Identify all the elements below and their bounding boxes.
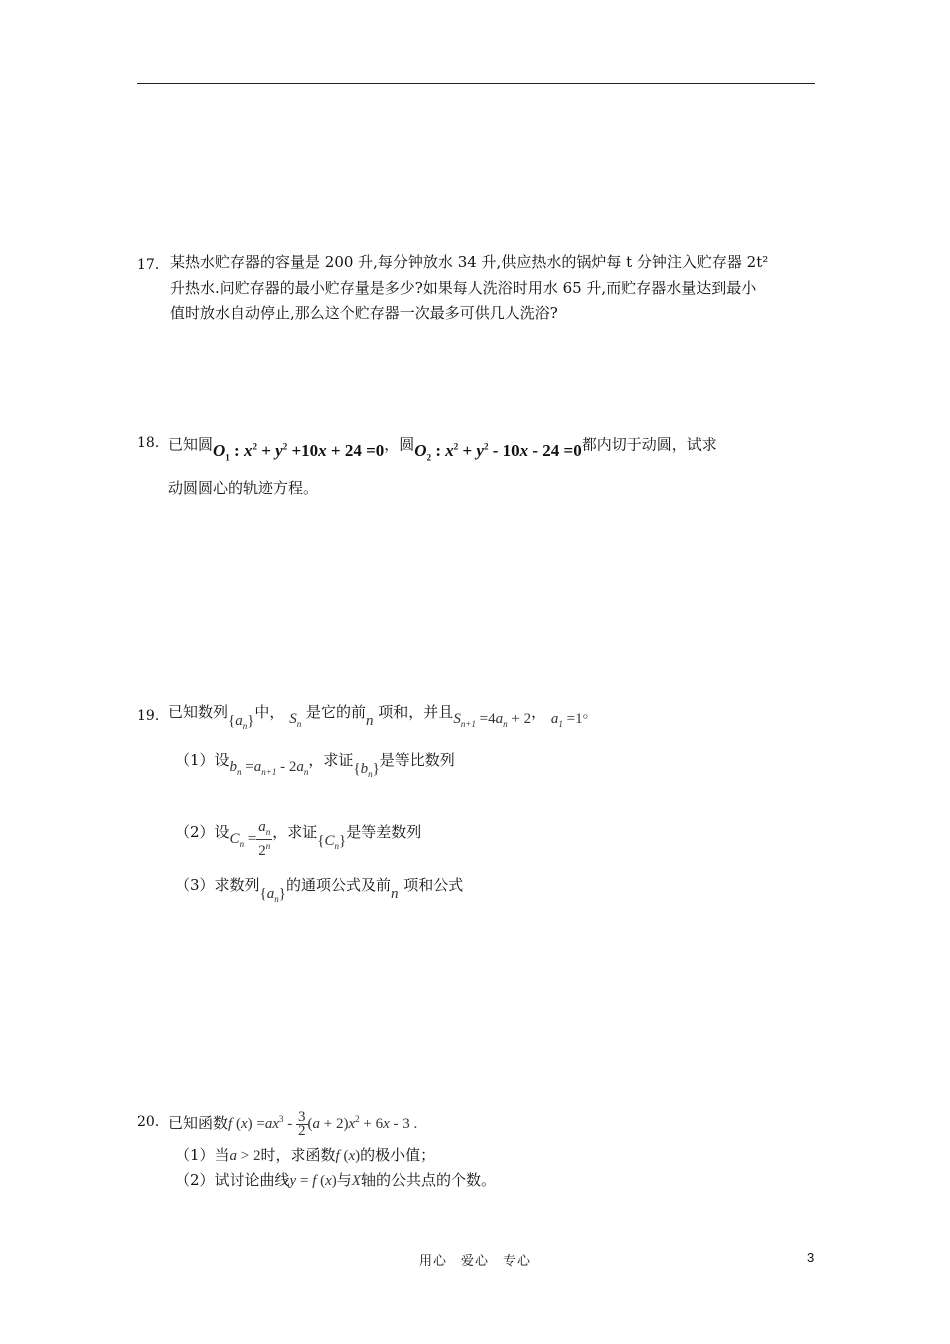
q19-text: 已知数列	[168, 703, 229, 721]
q20-part1	[175, 1145, 435, 1166]
q17-line1: 某热水贮存器的容量是 200 升,每分钟放水 34 升,供应热水的锅炉每 t 分钟注入贮存器 2t²	[170, 253, 769, 271]
q19-part3	[175, 875, 464, 904]
q19-part2	[175, 815, 422, 859]
q19-part2-text: 是等差数列	[346, 822, 422, 841]
q19-part3-text: （3）求数列	[175, 876, 260, 894]
q19-initial: $a_1 =1$	[550, 711, 583, 729]
q19-n: n	[390, 886, 399, 902]
q18-circle-o1-equation: $O_1$ : $x^2 + y^2 +10x + 24 =0$	[213, 440, 385, 463]
q19-part1-text: 是等比数列	[379, 751, 455, 769]
q20-part1-text: 的极小值；	[360, 1146, 436, 1164]
q18-line1	[168, 430, 717, 461]
q19-bn-def: $b_n =a_{n+1} - 2a_n$	[229, 759, 309, 777]
header-rule	[137, 83, 815, 84]
q20-part1-text: 时，求函数	[260, 1146, 336, 1164]
q20-line1	[168, 1109, 417, 1138]
q20-curve: y = f (x)	[289, 1173, 337, 1189]
page-number: 3	[807, 1250, 815, 1265]
q19-part3-text: 项和公式	[403, 876, 464, 894]
q19-part1	[175, 750, 455, 779]
q19-text: 中，	[254, 703, 285, 721]
q19-sn: $S_n$	[289, 711, 302, 729]
q20-part2-text: 轴的公共点的个数。	[360, 1171, 496, 1189]
q19-part1-text: （1）设	[175, 751, 230, 769]
q19-part1-text: ，求证	[308, 751, 354, 769]
q18-text-pre: 已知圆	[168, 435, 214, 454]
page-footer: 用心 爱心 专心	[418, 1254, 531, 1269]
q20-x-axis: X	[351, 1173, 361, 1189]
q18-line2: 动圆圆心的轨迹方程。	[168, 479, 319, 497]
q20-number: 20．	[137, 1114, 169, 1130]
q19-cn-def: $C_n$ = $\frac{a_n}{2^n}$	[229, 819, 271, 859]
q19-text: 。	[582, 703, 598, 721]
q19-seq-cn: $\{C_n\}$	[317, 832, 347, 851]
q19-line1	[168, 702, 598, 731]
q19-text: ，	[531, 703, 547, 721]
q19-seq-an: $\{a_n\}$	[259, 886, 286, 904]
q17-line2: 升热水.问贮存器的最小贮存量是多少?如果每人洗浴时用水 65 升,而贮存器水量达到最小	[170, 279, 757, 297]
q18-circle-o2-equation: $O_2$ : $x^2 + y^2 - 10x - 24 =0$	[414, 440, 582, 463]
q20-part1-text: （1）当	[175, 1146, 230, 1164]
q18-text-post: 都内切于动圆，试求	[581, 435, 717, 454]
q18-text-mid: ，圆	[384, 435, 415, 454]
q17-line3: 值时放水自动停止,那么这个贮存器一次最多可供几人洗浴?	[170, 304, 558, 322]
q19-text: 是它的前	[306, 703, 367, 721]
q19-recurrence: $S_{n+1} =4a_n + 2$	[453, 711, 532, 729]
q20-part2-text: 与	[336, 1171, 352, 1189]
q20-text: 已知函数	[168, 1114, 229, 1132]
q19-part2-text: （2）设	[175, 822, 230, 841]
q19-seq-bn: $\{b_n\}$	[353, 761, 380, 779]
q19-part3-text: 的通项公式及前	[285, 876, 391, 894]
q20-condition: a > 2	[229, 1148, 261, 1164]
q19-text: 项和，并且	[378, 703, 454, 721]
q20-part2	[175, 1170, 496, 1191]
q19-n: n	[366, 713, 374, 729]
q18-number: 18．	[137, 435, 169, 451]
q19-part2-text: ，求证	[272, 822, 318, 841]
q20-function-def: f $(x) =ax^3$ - $\frac{3}{2}$ $(a + 2)x^2 + 6x - 3$ .	[228, 1109, 418, 1140]
q20-part2-text: （2）试讨论曲线	[175, 1171, 290, 1189]
q19-number: 19．	[137, 708, 169, 724]
q19-seq-an: $\{a_n\}$	[228, 713, 255, 731]
q20-fx: f (x)	[335, 1148, 361, 1164]
q17-number: 17．	[137, 257, 169, 273]
